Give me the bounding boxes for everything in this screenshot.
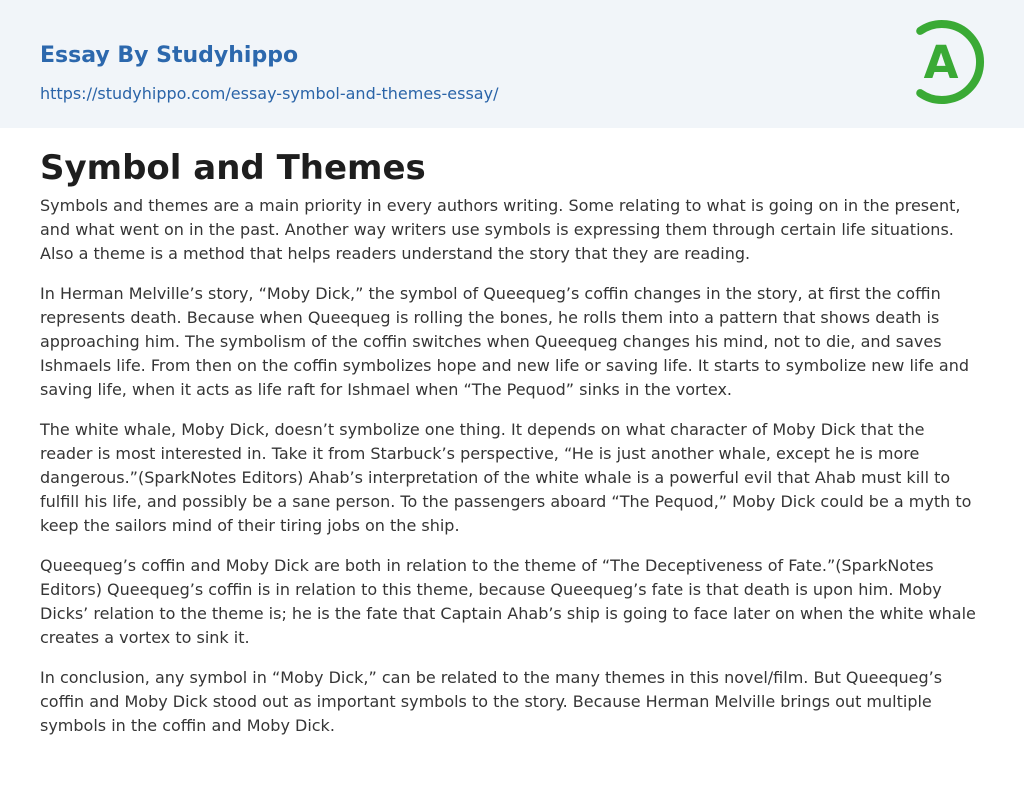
studyhippo-logo[interactable] bbox=[895, 15, 989, 109]
paragraph-line: Dicks’ relation to the theme is; he is the fate that Captain Ahab’s ship is going to face later on when the white whale bbox=[40, 604, 976, 623]
paragraph-line: Editors) Queequeg’s coffin is in relation to this theme, because Queequeg’s fate is that death is upon him. Moby bbox=[40, 580, 942, 599]
paragraph-line: saving life, when it acts as life raft for Ishmael when “The Pequod” sinks in the vortex. bbox=[40, 380, 733, 399]
paragraph-line: symbols in the coffin and Moby Dick. bbox=[40, 716, 335, 735]
paragraph-line: The white whale, Moby Dick, doesn’t symbolize one thing. It depends on what character of Moby Dick that the bbox=[40, 420, 925, 439]
essay-content bbox=[0, 128, 1024, 738]
paragraph-line: approaching him. The symbolism of the coffin switches when Queequeg changes his mind, not to die, and saves bbox=[40, 332, 942, 351]
site-title: Essay By Studyhippo bbox=[40, 43, 299, 68]
paragraph-line: keep the sailors mind of their tiring jobs on the ship. bbox=[40, 516, 460, 535]
essay-title: Symbol and Themes bbox=[40, 148, 426, 188]
essay-paragraph bbox=[40, 194, 984, 266]
essay-paragraph bbox=[40, 282, 984, 402]
paragraph-line: In conclusion, any symbol in “Moby Dick,” can be related to the many themes in this novel/film. But Queequeg’s bbox=[40, 668, 943, 687]
essay-paragraph bbox=[40, 666, 984, 738]
essay-paragraph bbox=[40, 554, 984, 650]
paragraph-line: Ishmaels life. From then on the coffin symbolizes hope and new life or saving life. It starts to symbolize new life and bbox=[40, 356, 969, 375]
paragraph-line: fulfill his life, and possibly be a sane person. To the passengers aboard “The Pequod,” Moby Dick could be a myth to bbox=[40, 492, 972, 511]
essay-url-link[interactable]: https://studyhippo.com/essay-symbol-and-themes-essay/ bbox=[40, 84, 499, 103]
paragraph-line: reader is most interested in. Take it from Starbuck’s perspective, “He is just another whale, except he is more bbox=[40, 444, 920, 463]
paragraph-line: In Herman Melville’s story, “Moby Dick,” the symbol of Queequeg’s coffin changes in the story, at first the coffin bbox=[40, 284, 941, 303]
logo-letter: A bbox=[923, 36, 959, 89]
paragraph-line: coffin and Moby Dick stood out as important symbols to the story. Because Herman Melville brings out multiple bbox=[40, 692, 932, 711]
essay-paragraph bbox=[40, 418, 984, 538]
paragraph-line: represents death. Because when Queequeg is rolling the bones, he rolls them into a pattern that shows death is bbox=[40, 308, 940, 327]
paragraph-line: Symbols and themes are a main priority in every authors writing. Some relating to what is going on in the present, bbox=[40, 196, 961, 215]
paragraph-line: creates a vortex to sink it. bbox=[40, 628, 250, 647]
paragraph-line: and what went on in the past. Another way writers use symbols is expressing them through certain life situations. bbox=[40, 220, 954, 239]
paragraph-line: Also a theme is a method that helps readers understand the story that they are reading. bbox=[40, 244, 751, 263]
paragraph-line: dangerous.”(SparkNotes Editors) Ahab’s interpretation of the white whale is a powerful evil that Ahab must kill to bbox=[40, 468, 951, 487]
paragraph-line: Queequeg’s coffin and Moby Dick are both in relation to the theme of “The Deceptiveness of Fate.”(SparkNotes bbox=[40, 556, 934, 575]
site-header bbox=[0, 0, 1024, 128]
